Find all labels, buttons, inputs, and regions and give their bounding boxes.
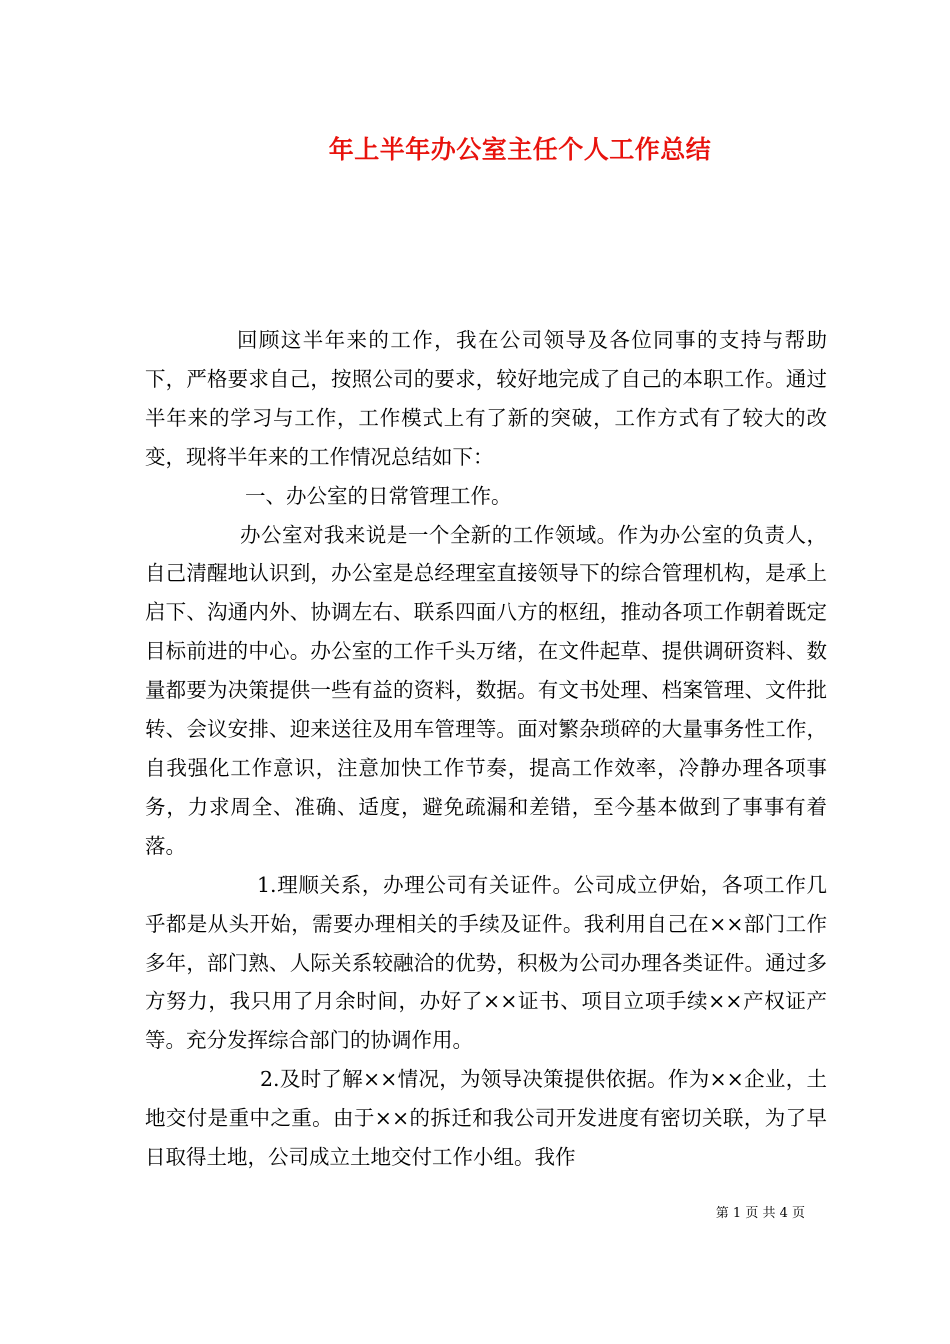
document-title: 年上半年办公室主任个人工作总结	[328, 135, 712, 164]
paragraph-item-2-land: 2.及时了解××情况，为领导决策提供依据。作为××企业，土地交付是重中之重。由于××的拆迁和我公司开发进度有密切关联，为了早日取得土地，公司成立土地交付工作小组。我作	[145, 1067, 827, 1170]
page-number-footer: 第 1 页 共 4 页	[715, 1206, 805, 1221]
paragraph-item-1-certificates: 1.理顺关系，办理公司有关证件。公司成立伊始，各项工作几乎都是从头开始，需要办理相关的手续及证件。我利用自己在××部门工作多年，部门熟、人际关系较融洽的优势，积极为公司办理各类证件。通过多方努力，我只用了月余时间，办好了××证书、项目立项手续××产权证产等。充分发挥综合部门的协调作用。	[145, 872, 827, 1053]
paragraph-intro: 回顾这半年来的工作，我在公司领导及各位同事的支持与帮助下，严格要求自己，按照公司的要求，较好地完成了自己的本职工作。通过半年来的学习与工作，工作模式上有了新的突破，工作方式有了较大的改变，现将半年来的工作情况总结如下：	[145, 328, 827, 469]
paragraph-office-role: 办公室对我来说是一个全新的工作领域。作为办公室的负责人，自己清醒地认识到，办公室是总经理室直接领导下的综合管理机构，是承上启下、沟通内外、协调左右、联系四面八方的枢纽，推动各项工作朝着既定目标前进的中心。办公室的工作千头万绪，在文件起草、提供调研资料、数量都要为决策提供一些有益的资料，数据。有文书处理、档案管理、文件批转、会议安排、迎来送往及用车管理等。面对繁杂琐碎的大量事务性工作，自我强化工作意识，注意加快工作节奏，提高工作效率，冷静办理各项事务，力求周全、准确、适度，避免疏漏和差错，至今基本做到了事事有着落。	[145, 522, 827, 858]
document-body	[145, 321, 827, 1177]
section-heading-daily-management: 一、办公室的日常管理工作。	[245, 483, 512, 508]
